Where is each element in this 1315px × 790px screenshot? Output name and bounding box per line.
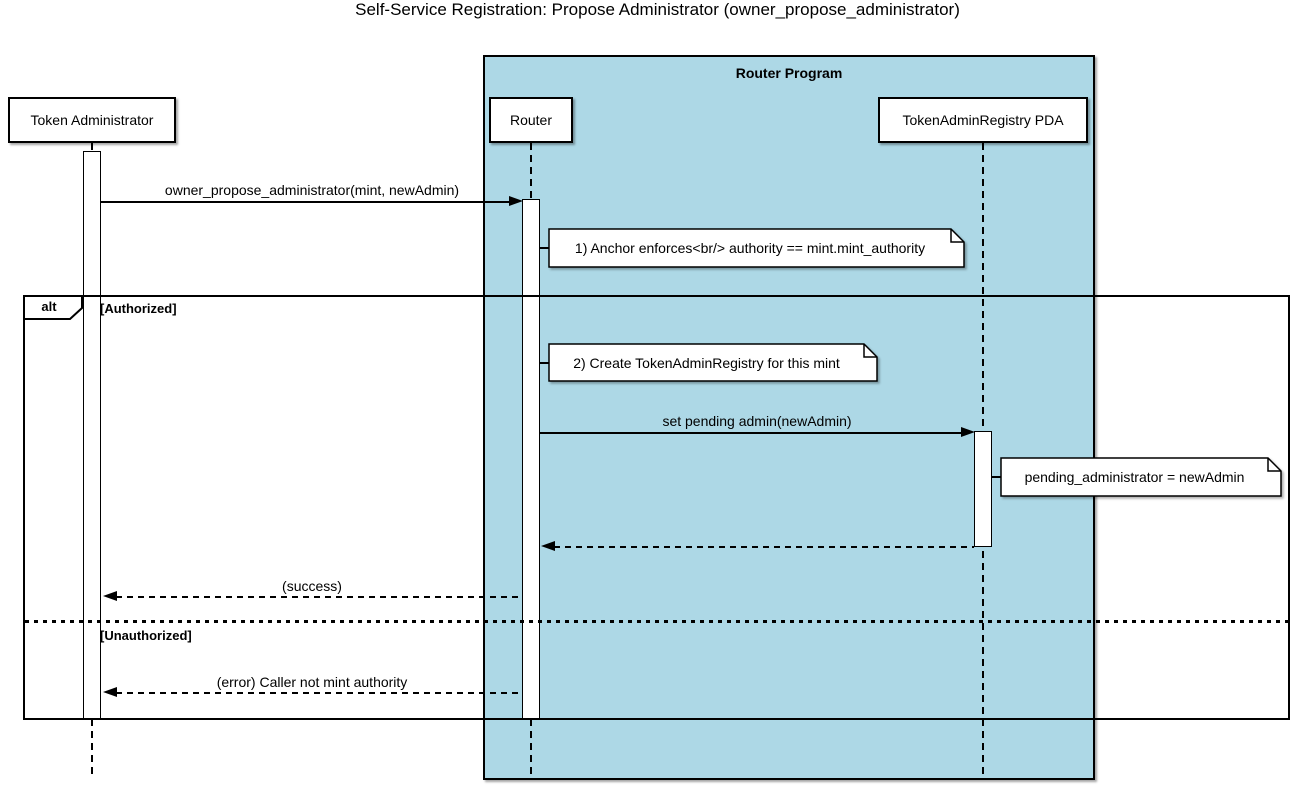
note-create-registry: 2) Create TokenAdminRegistry for this mint <box>573 354 840 371</box>
note-pending-admin: pending_administrator = newAdmin <box>1024 469 1245 485</box>
message-set-pending-label: set pending admin(newAdmin) <box>662 413 852 429</box>
message-error-line <box>116 692 522 694</box>
message-propose-line <box>101 201 510 203</box>
message-success-arrowhead-icon <box>103 591 117 601</box>
participant-token-admin-label: Token Administrator <box>30 112 154 128</box>
alt-guard-unauthorized: [Unauthorized] <box>100 628 192 643</box>
alt-operator-label: alt <box>41 299 57 314</box>
message-propose-label: owner_propose_administrator(mint, newAdmin) <box>164 182 460 198</box>
message-registry-return-line <box>554 546 974 548</box>
message-error-arrowhead-icon <box>103 687 117 697</box>
participant-router-label: Router <box>509 112 553 128</box>
alt-guard-authorized: [Authorized] <box>100 301 177 316</box>
message-propose-arrowhead-icon <box>509 196 523 206</box>
message-success-label: (success) <box>282 578 342 594</box>
message-set-pending-arrowhead-icon <box>961 427 975 437</box>
alt-divider <box>25 620 1288 623</box>
participant-registry-pda-label: TokenAdminRegistry PDA <box>902 112 1064 128</box>
message-error-label: (error) Caller not mint authority <box>216 674 408 690</box>
diagram-title: Self-Service Registration: Propose Administrator (owner_propose_administrator) <box>355 0 960 19</box>
message-set-pending-line <box>540 432 962 434</box>
participant-token-admin <box>8 97 176 143</box>
message-registry-return-arrowhead-icon <box>541 541 555 551</box>
message-success-line <box>116 596 522 598</box>
participant-registry-pda <box>878 97 1088 143</box>
participant-router <box>489 97 573 143</box>
router-program-label: Router Program <box>735 65 843 81</box>
note-anchor-enforces: 1) Anchor enforces<br/> authority == mint.mint_authority <box>574 240 926 256</box>
